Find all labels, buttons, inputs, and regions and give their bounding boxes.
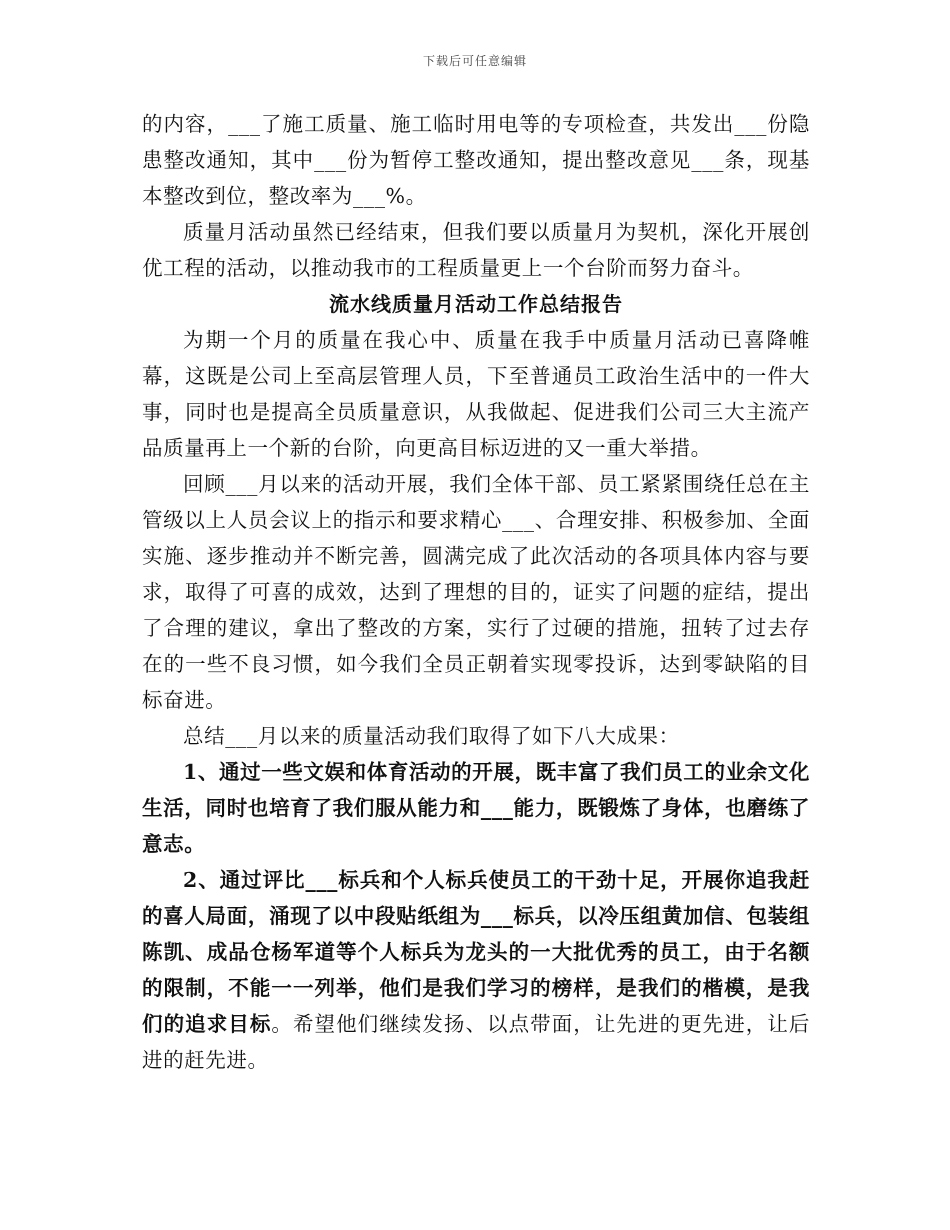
paragraph-achievement-1: 1、通过一些文娱和体育活动的开展，既丰富了我们员工的业余文化生活，同时也培育了我们服从能力和___能力，既锻炼了身体，也磨练了意志。 bbox=[142, 760, 810, 856]
paragraph-quality-month-conclusion: 质量月活动虽然已经结束，但我们要以质量月为契机，深化开展创优工程的活动，以推动我市的工程质量更上一个台阶而努力奋斗。 bbox=[142, 220, 810, 280]
achievement-2-normal-text: 。希望他们继续发扬、以点带面，让先进的更先进，让后进的赶先进。 bbox=[142, 1012, 811, 1072]
paragraph-achievement-2 bbox=[142, 862, 810, 1078]
paragraph-activity-intro: 为期一个月的质量在我心中、质量在我手中质量月活动已喜降帷幕，这既是公司上至高层管理人员，下至普通员工政治生活中的一件大事，同时也是提高全员质量意识，从我做起、促进我们公司三大主流产品质量再上一个新的台阶，向更高目标迈进的又一重大举措。 bbox=[142, 328, 810, 460]
page-header: 下载后可任意编辑 bbox=[422, 54, 527, 68]
achievement-2-bold-text: 2、通过评比___标兵和个人标兵使员工的干劲十足，开展你追我赶的喜人局面，涌现了以中段贴纸组为___标兵，以冷压组黄加信、包装组陈凯、成品仓杨军道等个人标兵为龙头的一大批优秀的员工，由于名额的限制，不能一一列举，他们是我们学习的榜样，是我们的楷模，是我们的追求目标 bbox=[142, 868, 810, 1036]
paragraph-activity-review: 回顾___月以来的活动开展，我们全体干部、员工紧紧围绕任总在主管级以上人员会议上的指示和要求精心___、合理安排、积极参加、全面实施、逐步推动并不断完善，圆满完成了此次活动的各项具体内容与要求，取得了可喜的成效，达到了理想的目的，证实了问题的症结，提出了合理的建议，拿出了整改的方案，实行了过硬的措施，扭转了过去存在的一些不良习惯，如今我们全员正朝着实现零投诉，达到零缺陷的目标奋进。 bbox=[142, 472, 810, 712]
paragraph-inspection-summary: 的内容，___了施工质量、施工临时用电等的专项检查，共发出___份隐患整改通知，其中___份为暂停工整改通知，提出整改意见___条，现基本整改到位，整改率为___%。 bbox=[142, 112, 810, 208]
paragraph-achievements-intro: 总结___月以来的质量活动我们取得了如下八大成果： bbox=[183, 724, 680, 748]
report-title: 流水线质量月活动工作总结报告 bbox=[329, 292, 623, 316]
document-body bbox=[142, 106, 810, 1078]
